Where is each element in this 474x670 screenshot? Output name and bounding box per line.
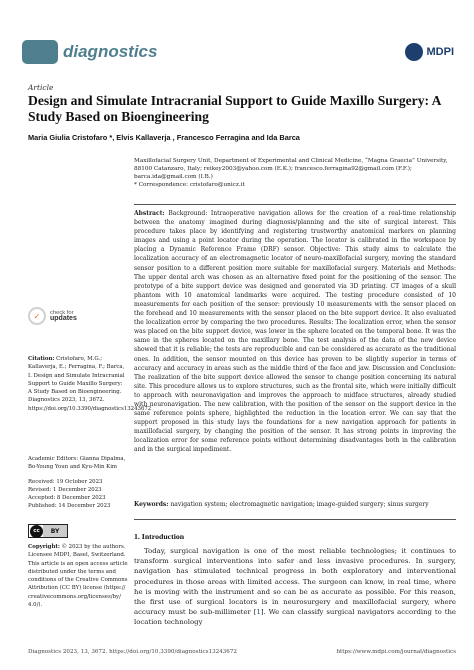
publication-dates: [28, 478, 128, 510]
citation-block: [28, 355, 152, 413]
date-revised: Revised: 1 December 2023: [28, 487, 102, 494]
abstract-bottom-divider: [134, 519, 456, 520]
updates-label-bottom: updates: [50, 315, 77, 322]
citation-label: Citation:: [28, 356, 55, 362]
publisher-name: MDPI: [426, 46, 454, 58]
footer-journal-url[interactable]: https://www.mdpi.com/journal/diagnostics: [336, 649, 456, 655]
article-type: Article: [28, 83, 54, 92]
editors-text: Gianna Dipalma, Bo-Young Youn and Kyu-Min Kim: [28, 456, 126, 470]
publisher-logo[interactable]: [405, 43, 455, 61]
authors-text: Maria Giulia Cristofaro *, Elvis Kallaverja , Francesco Ferragina and Ida Barca: [28, 133, 300, 142]
affiliation-line: Maxillofacial Surgery Unit, Department of Experimental and Clinical Medicine, “Magna Graecia” University,: [134, 158, 448, 164]
intro-text: Today, surgical navigation is one of the most reliable technologies; it continues to transform surgical interventions into safer and less invasive procedures. In surgery, navigation has stimulated technical progress in both exploratory and interventional procedures in those areas with limited access. The surgeon can know, in real time, where he is moving with the instrument and so can be as accurate as possible. For this reason, the first use of surgical locators is in neurosurgery and maxillofacial surgery, where accuracy must be sub-millimeter [: [134, 547, 456, 617]
correspondence: * Correspondence: cristofaro@unicz.it: [134, 182, 245, 188]
date-received: Received: 19 October 2023: [28, 479, 103, 485]
check-for-updates-button[interactable]: [28, 307, 77, 325]
abstract-text: Background: Intraoperative navigation allows for the creation of a real-time relationship between the anatomy imagined during diagnosis/planning and the site of surgical interest. This procedure takes place by identifying and registering trustworthy anatomical markers on planning images and using a point locator during the operation. The locator is calibrated in the workspace by placing a Dynamic Reference Frame (DRF) sensor. Objective: This study aims to calculate the localization accuracy of an electromagnetic locator of neuro-maxillofacial surgery, moving the standard sensor position to a different position more suitable for maxillofacial surgery. Materials and Methods: The upper dental arch was chosen as an alternative fixed point for the positioning of the sensor. The prototype of a bite support device was designed and generated via 3D printing. CT images of a skull phantom with 10 anatomical landmarks were acquired. The testing procedure consisted of 10 measurements for each position of the sensor: previously 10 measurements with the sensor placed on the forehead and 10 measurements with the sensor placed on the bite support device. It also evaluated the localization error by comparing the two procedures. Results: The localization error, when the sensor was placed on the bite support device, was lower in the sphere located on the temporal bone. It was the same in the spheres located on the maxillary bone. The test analysis of the data of the new device showed that it is reliable; the tests are reproducible and can be considered as accurate as the traditional ones. In addition, the sensor mounted on this device has proven to be slightly superior in terms of accuracy and accuracy in areas such as the middle third of the face and jaw. Discussion and Conclusion: The realization of the bite support device allowed the sensor to change position concerning its natural site. This procedure allows us to explore structures, such as the frontal site, which were initially difficult to approach with neuronavigation and improves the approach to midface structures, already studied with neuronavigation. The new calibration, with the position of the sensor on the support device in the same reference points sphere, highlighted the reduction in the location error. We can say that the support proposed in this study lays the foundations for a new navigation approach for patients in maxillofacial surgery, by changing the position of the sensor. It has strong points in improving the localization error for some reference points without determining disadvantages both in the calibration and in the surgical impediment.: [134, 210, 456, 454]
keywords-label: Keywords:: [134, 501, 169, 508]
copyright-label: Copyright:: [28, 544, 60, 550]
editors-label: Academic Editors:: [28, 456, 79, 462]
cc-license-badge[interactable]: [28, 524, 68, 538]
cc-icon: cc: [30, 525, 43, 538]
affiliation-line: barca.ida@gmail.com (I.B.): [134, 174, 213, 180]
abstract-top-divider: [134, 204, 456, 205]
updates-label-top: check for: [50, 309, 74, 316]
journal-logo-icon: [22, 40, 58, 64]
affiliation-block: [134, 157, 454, 189]
keywords-text: navigation system; electromagnetic navigation; image-guided surgery; sinus surgery: [170, 501, 429, 508]
copyright-block: [28, 543, 128, 609]
date-published: Published: 14 December 2023: [28, 503, 111, 510]
updates-icon: ✓: [28, 307, 46, 325]
section-heading: 1. Introduction: [134, 532, 185, 541]
date-accepted: Accepted: 8 December 2023: [28, 495, 106, 502]
cc-by-label: BY: [43, 525, 67, 537]
page-footer: [28, 649, 456, 655]
affiliation-line: 88100 Catanzaro, Italy; reikey2003@yahoo.com (E.K.); francesco.ferragina92@gmail.com (F.F.);: [134, 166, 412, 172]
keywords: [134, 500, 456, 509]
intro-text-continued: ]. We can classify surgical navigators according to the location technology: [134, 608, 456, 627]
journal-name[interactable]: diagnostics: [63, 42, 158, 61]
footer-doi[interactable]: Diagnostics 2023, 13, 3672. https://doi.org/10.3390/diagnostics13243672: [28, 649, 237, 655]
citation-text[interactable]: Cristofaro, M.G.; Kallaverja, E.; Ferragina, F.; Barca, I. Design and Simulate Intracranial Support to Guide Maxillo Surgery: A Study Based on Bioengineering. Diagnostics 2023, 13, 3672. https://doi.org/10.3390/diagnostics13243672: [28, 356, 152, 412]
abstract: [134, 209, 456, 455]
abstract-label: Abstract:: [134, 210, 165, 217]
updates-label: [50, 310, 77, 323]
introduction-paragraph: [134, 546, 456, 628]
reference-link[interactable]: 1: [256, 608, 261, 617]
author-list: [28, 133, 458, 142]
copyright-text: © 2023 by the authors. Licensee MDPI, Basel, Switzerland. This article is an open access article distributed under the terms and conditions of the Creative Commons Attribution (CC BY) license (https:// creativecommons.org/licenses/by/ 4.0/).: [28, 544, 128, 609]
article-title: Design and Simulate Intracranial Support to Guide Maxillo Surgery: A Study Based on Bioengineering: [28, 93, 441, 124]
mdpi-logo-icon: [405, 43, 423, 61]
academic-editors: [28, 455, 128, 471]
